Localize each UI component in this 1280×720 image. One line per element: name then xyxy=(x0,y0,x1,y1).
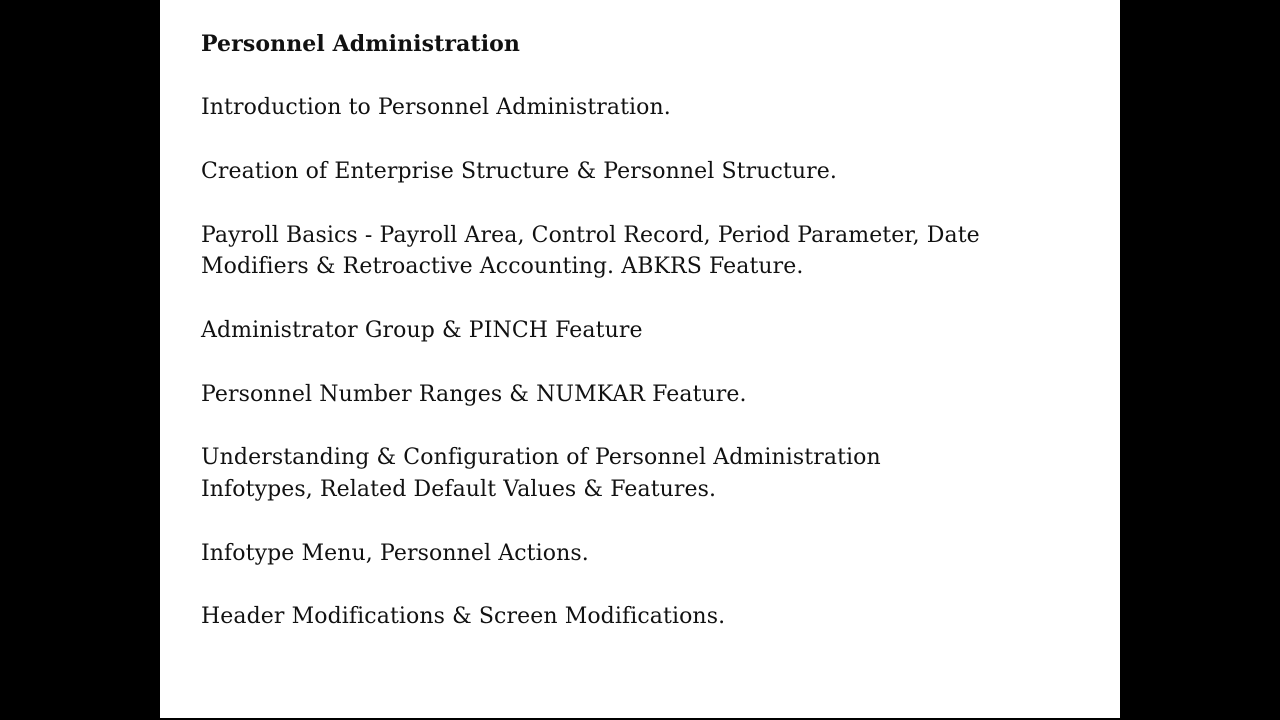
document-title: Personnel Administration xyxy=(201,31,521,57)
item-header-modifications: Header Modifications & Screen Modifications. xyxy=(201,604,726,629)
item-introduction: Introduction to Personnel Administration. xyxy=(201,95,671,120)
item-payroll-basics-line2: Modifiers & Retroactive Accounting. ABKRS Feature. xyxy=(201,254,804,279)
item-payroll-basics-line1: Payroll Basics - Payroll Area, Control Record, Period Parameter, Date xyxy=(201,223,980,248)
document-page xyxy=(160,0,1120,718)
item-number-ranges: Personnel Number Ranges & NUMKAR Feature. xyxy=(201,382,747,407)
item-administrator-group: Administrator Group & PINCH Feature xyxy=(201,318,643,343)
item-infotypes-config-line1: Understanding & Configuration of Personnel Administration xyxy=(201,445,881,470)
item-infotype-menu: Infotype Menu, Personnel Actions. xyxy=(201,541,589,566)
item-enterprise-structure: Creation of Enterprise Structure & Personnel Structure. xyxy=(201,159,837,184)
item-infotypes-config-line2: Infotypes, Related Default Values & Features. xyxy=(201,477,717,502)
